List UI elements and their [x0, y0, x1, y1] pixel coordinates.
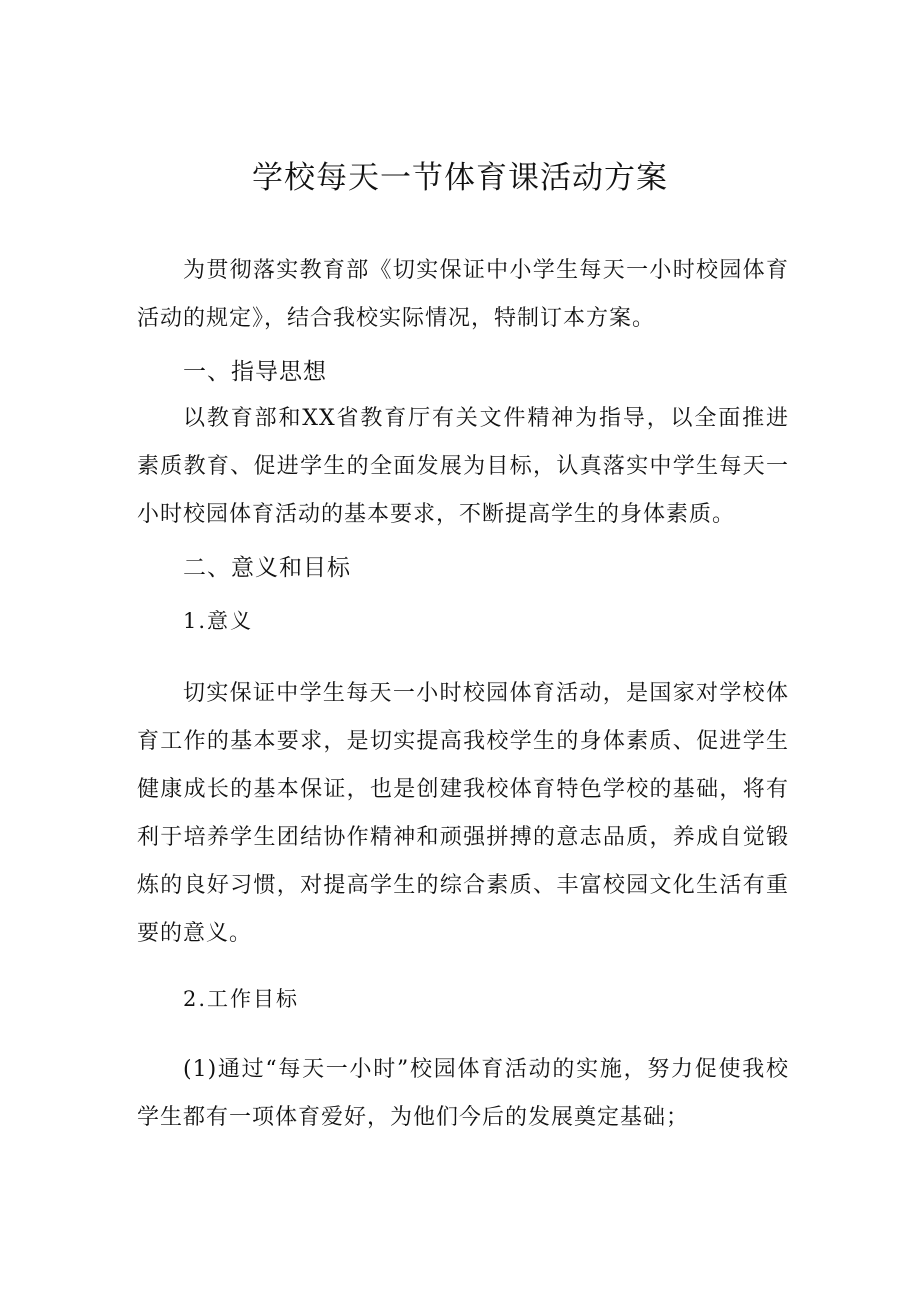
- document-title: 学校每天一节体育课活动方案: [252, 160, 668, 196]
- work-goal-item-1: (1)通过“每天一小时”校园体育活动的实施，努力促使我校学生都有一项体育爱好，为他们今后的发展奠定基础；: [137, 1057, 789, 1130]
- section-heading-significance-goals: 二、意义和目标: [183, 555, 351, 581]
- intro-paragraph: 为贯彻落实教育部《切实保证中小学生每天一小时校园体育活动的规定》，结合我校实际情况，特制订本方案。: [137, 258, 789, 331]
- subheading-work-goals: 2.工作目标: [183, 987, 300, 1011]
- section-heading-guiding-ideology: 一、指导思想: [183, 359, 327, 385]
- significance-paragraph: 切实保证中学生每天一小时校园体育活动，是国家对学校体育工作的基本要求，是切实提高我校学生的身体素质、促进学生健康成长的基本保证，也是创建我校体育特色学校的基础，将有利于培养学生团结协作精神和顽强拼搏的意志品质，养成自觉锻炼的良好习惯，对提高学生的综合素质、丰富校园文化生活有重要的意义。: [137, 681, 789, 946]
- guiding-ideology-paragraph: 以教育部和XX省教育厅有关文件精神为指导，以全面推进素质教育、促进学生的全面发展为目标，认真落实中学生每天一小时校园体育活动的基本要求，不断提高学生的身体素质。: [137, 406, 789, 527]
- subheading-significance: 1.意义: [183, 609, 254, 633]
